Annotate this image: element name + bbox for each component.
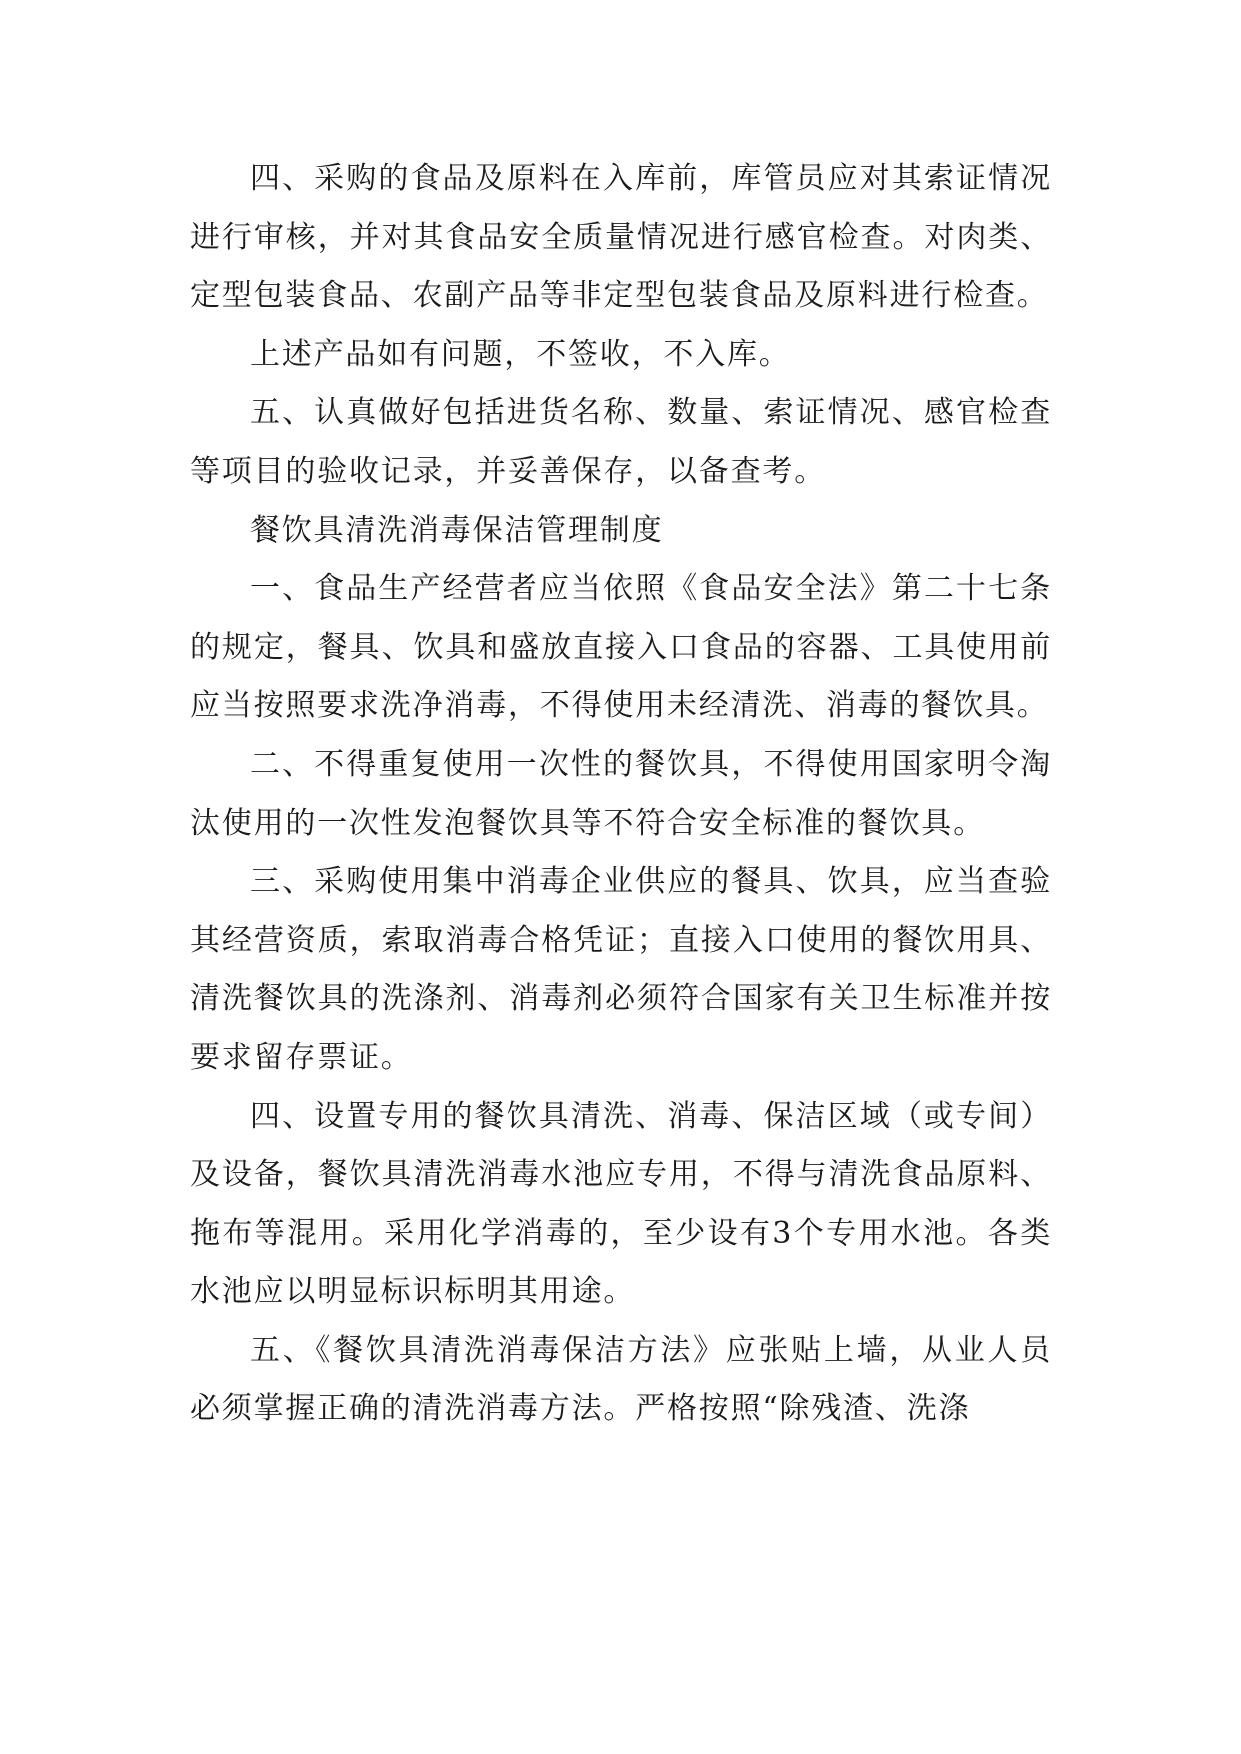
paragraph-rule-three: 三、采购使用集中消毒企业供应的餐具、饮具，应当查验其经营资质，索取消毒合格凭证；直接入口使用的餐饮用具、清洗餐饮具的洗涤剂、消毒剂必须符合国家有关卫生标准并按要求留存票证。 <box>190 864 1052 1075</box>
document-body <box>190 150 1052 1439</box>
section-heading: 餐饮具清洗消毒保洁管理制度 <box>250 512 664 548</box>
paragraph-inspection-before-storage: 四、采购的食品及原料在入库前，库管员应对其索证情况进行审核，并对其食品安全质量情况进行感官检查。对肉类、定型包装食品、农副产品等非定型包装食品及原料进行检查。 <box>190 161 1052 314</box>
paragraph-rule-two: 二、不得重复使用一次性的餐饮具，不得使用国家明令淘汰使用的一次性发泡餐饮具等不符合安全标准的餐饮具。 <box>190 746 1052 841</box>
paragraph-acceptance-records: 五、认真做好包括进货名称、数量、索证情况、感官检查等项目的验收记录，并妥善保存，以备查考。 <box>190 395 1052 489</box>
paragraph-rule-five: 五、《餐饮具清洗消毒保洁方法》应张贴上墙，从业人员必须掌握正确的清洗消毒方法。严格按照“除残渣、洗涤 <box>190 1332 1052 1427</box>
paragraph-rule-one: 一、食品生产经营者应当依照《食品安全法》第二十七条的规定，餐具、饮具和盛放直接入口食品的容器、工具使用前应当按照要求洗净消毒，不得使用未经清洗、消毒的餐饮具。 <box>190 571 1052 724</box>
paragraph-rule-four: 四、设置专用的餐饮具清洗、消毒、保洁区域（或专间）及设备，餐饮具清洗消毒水池应专用，不得与清洗食品原料、拖布等混用。采用化学消毒的，至少设有3个专用水池。各类水池应以明显标识标明其用途。 <box>190 1098 1052 1310</box>
paragraph-problem-products: 上述产品如有问题，不签收，不入库。 <box>250 336 791 372</box>
